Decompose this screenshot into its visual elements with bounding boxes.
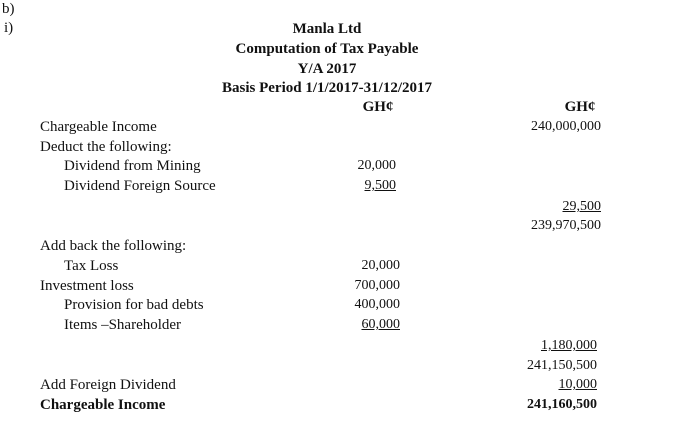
provision-bad-debts-label: Provision for bad debts	[64, 297, 204, 313]
column-header-2: GH¢	[564, 99, 596, 115]
after-deduct-total: 239,970,500	[531, 218, 601, 233]
dividend-mining-label: Dividend from Mining	[64, 158, 201, 174]
column-header-1: GH¢	[362, 99, 394, 115]
add-foreign-dividend-total: 10,000	[558, 377, 597, 392]
provision-bad-debts-amount: 400,000	[354, 297, 400, 312]
investment-loss-label: Investment loss	[40, 278, 134, 294]
final-chargeable-income-label: Chargeable Income	[40, 397, 166, 413]
final-chargeable-income-total: 241,160,500	[527, 397, 597, 412]
deduct-total: 29,500	[562, 199, 601, 214]
tax-loss-label: Tax Loss	[64, 258, 119, 274]
year-of-assessment: Y/A 2017	[297, 61, 357, 77]
add-foreign-dividend-label: Add Foreign Dividend	[40, 377, 176, 393]
document-title: Computation of Tax Payable	[235, 41, 419, 57]
after-add-back-total: 241,150,500	[527, 358, 597, 373]
part-label: b)	[2, 1, 15, 17]
subpart-label: i)	[4, 20, 14, 36]
chargeable-income-total: 240,000,000	[531, 119, 601, 134]
add-back-heading: Add back the following:	[40, 238, 187, 254]
investment-loss-amount: 700,000	[354, 278, 400, 293]
chargeable-income-label: Chargeable Income	[40, 119, 157, 135]
dividend-mining-amount: 20,000	[357, 158, 396, 173]
tax-loss-amount: 20,000	[361, 258, 400, 273]
add-back-total: 1,180,000	[541, 338, 597, 353]
dividend-foreign-source-label: Dividend Foreign Source	[64, 178, 216, 194]
basis-period: Basis Period 1/1/2017-31/12/2017	[222, 80, 432, 96]
company-name: Manla Ltd	[292, 21, 362, 37]
items-shareholder-amount: 60,000	[361, 317, 400, 332]
dividend-foreign-source-amount: 9,500	[364, 178, 396, 193]
items-shareholder-label: Items –Shareholder	[64, 317, 182, 333]
deduct-heading: Deduct the following:	[40, 139, 172, 155]
